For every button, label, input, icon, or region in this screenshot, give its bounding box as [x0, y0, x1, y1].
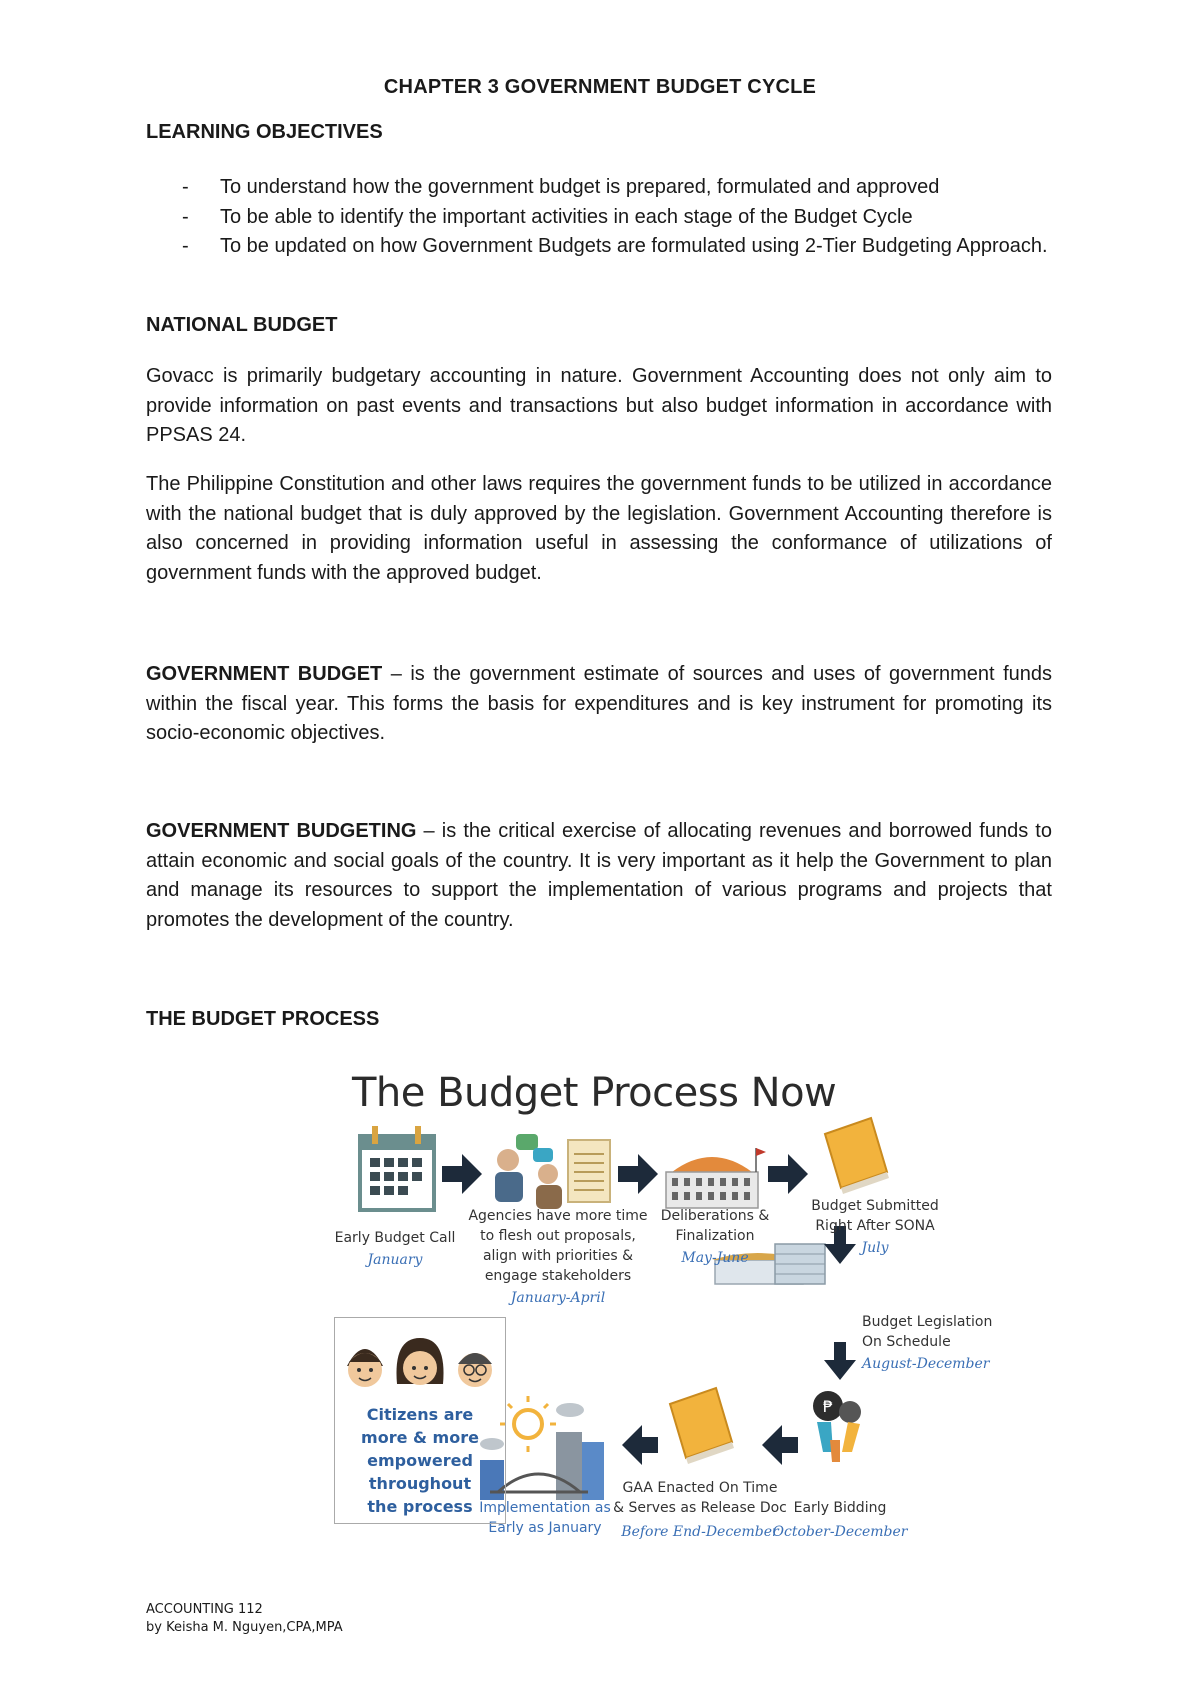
page-footer — [146, 1601, 343, 1637]
calendar-icon — [360, 1126, 434, 1210]
learning-objectives-heading: LEARNING OBJECTIVES — [146, 121, 383, 143]
step-label-line: & Serves as Release Doc — [613, 1500, 787, 1516]
government-budgeting-definition — [146, 817, 1052, 935]
arrow-left-icon — [762, 1425, 798, 1465]
step-date-october-december: October-December — [772, 1524, 908, 1540]
bullet-dash: - — [182, 176, 189, 198]
footer-author: by Keisha M. Nguyen,CPA,MPA — [146, 1620, 343, 1635]
national-budget-paragraph-1: Govacc is primarily budgetary accounting in nature. Government Accounting does not only aim to provide information on past events and transactions but also budget information in accordance with PPSAS 24. — [146, 365, 1052, 446]
agencies-meeting-icon — [495, 1134, 610, 1209]
step-label-early-bidding — [770, 1498, 910, 1518]
chapter-title: CHAPTER 3 GOVERNMENT BUDGET CYCLE — [383, 76, 817, 98]
list-item — [146, 173, 1052, 203]
step-label-line: Early Budget Call — [334, 1230, 456, 1246]
learning-objectives-list — [146, 173, 1052, 262]
budget-process-infographic — [320, 1062, 1006, 1560]
citizens-line: Citizens are — [366, 1405, 474, 1424]
step-label-line: Budget Legislation — [862, 1314, 993, 1330]
step-date-january: January — [367, 1252, 423, 1268]
budget-book-icon — [825, 1118, 889, 1194]
bullet-dash: - — [182, 205, 189, 228]
step-date-august-december: August-December — [862, 1356, 990, 1372]
government-budget-definition — [146, 660, 1052, 749]
step-label-early-budget-call — [320, 1228, 470, 1248]
budget-process-heading: THE BUDGET PROCESS — [146, 1008, 380, 1030]
government-budget-term: GOVERNMENT BUDGET — [146, 663, 383, 685]
citizens-line: throughout — [368, 1474, 472, 1493]
national-budget-paragraph-2: The Philippine Constitution and other laws requires the government funds to be utilized in accordance with the national budget that is duly approved by the legislation. Government Accounting therefore is also concerned in providing information useful in assessing the conformance of utilizations of government funds with the approved budget. — [146, 473, 1052, 584]
arrow-right-icon — [442, 1154, 482, 1194]
arrow-left-icon — [622, 1425, 658, 1465]
citizens-faces-icon — [335, 1324, 505, 1404]
step-label-line: Budget Submitted — [811, 1198, 939, 1214]
step-label-line: to flesh out proposals, — [480, 1228, 636, 1244]
citizens-text — [335, 1403, 505, 1518]
step-label-line: Right After SONA — [815, 1218, 935, 1234]
step-date-before-end-december: Before End-December — [621, 1524, 779, 1540]
arrow-right-icon — [618, 1154, 658, 1194]
step-label-line: Deliberations & — [660, 1208, 770, 1224]
step-label-line: engage stakeholders — [484, 1268, 632, 1284]
step-label-agencies — [468, 1206, 648, 1286]
citizens-line: empowered — [367, 1451, 473, 1470]
list-item — [146, 232, 1052, 262]
step-label-budget-submitted — [790, 1196, 960, 1236]
step-label-line: Early as January — [488, 1520, 602, 1536]
government-budgeting-text: – is the critical exercise of allocating revenues and borrowed funds to attain economic and social goals of the country. It is very important as it help the Government to plan and manage its resources to support the implementation of various programs and projects that promotes the development of the country. — [146, 820, 1052, 931]
step-label-line: Implementation as — [479, 1500, 611, 1516]
step-label-line: Finalization — [675, 1228, 755, 1244]
step-label-line: Agencies have more time — [468, 1208, 648, 1224]
citizens-line: the process — [367, 1497, 473, 1516]
peso-symbol: ₱ — [822, 1397, 834, 1416]
bidding-hands-icon — [813, 1391, 861, 1462]
objective-text: To be able to identify the important activities in each stage of the Budget Cycle — [220, 205, 913, 228]
national-budget-heading: NATIONAL BUDGET — [146, 314, 338, 336]
infographic-title: The Budget Process Now — [352, 1070, 837, 1116]
citizens-box — [334, 1317, 506, 1524]
step-date-january-april: January-April — [510, 1290, 606, 1306]
government-budgeting-term: GOVERNMENT BUDGETING — [146, 820, 417, 842]
bullet-dash: - — [182, 235, 189, 257]
step-label-deliberations — [650, 1206, 780, 1246]
objective-text: To be updated on how Government Budgets are formulated using 2-Tier Budgeting Approach. — [220, 235, 1048, 257]
government-budget-text: – is the government estimate of sources and uses of government funds within the fiscal year. This forms the basis for expenditures and is key instrument for promoting its socio-economic objectives. — [146, 663, 1053, 744]
step-label-line: GAA Enacted On Time — [622, 1480, 778, 1496]
objective-text: To understand how the government budget is prepared, formulated and approved — [220, 176, 940, 198]
step-label-gaa-enacted — [610, 1478, 790, 1518]
government-building-icon — [666, 1148, 766, 1208]
step-date-july: July — [861, 1240, 889, 1256]
citizens-line: more & more — [361, 1428, 479, 1447]
list-item — [146, 203, 1052, 233]
arrow-right-icon — [768, 1154, 808, 1194]
gaa-book-icon — [670, 1388, 734, 1464]
step-label-line: align with priorities & — [482, 1248, 634, 1264]
arrow-down-icon — [824, 1342, 856, 1380]
step-label-budget-legislation — [862, 1312, 1002, 1352]
step-label-line: On Schedule — [862, 1334, 951, 1350]
step-label-line: Early Bidding — [793, 1500, 887, 1516]
footer-course: ACCOUNTING 112 — [146, 1602, 263, 1617]
step-date-may-june: May-June — [681, 1250, 749, 1266]
